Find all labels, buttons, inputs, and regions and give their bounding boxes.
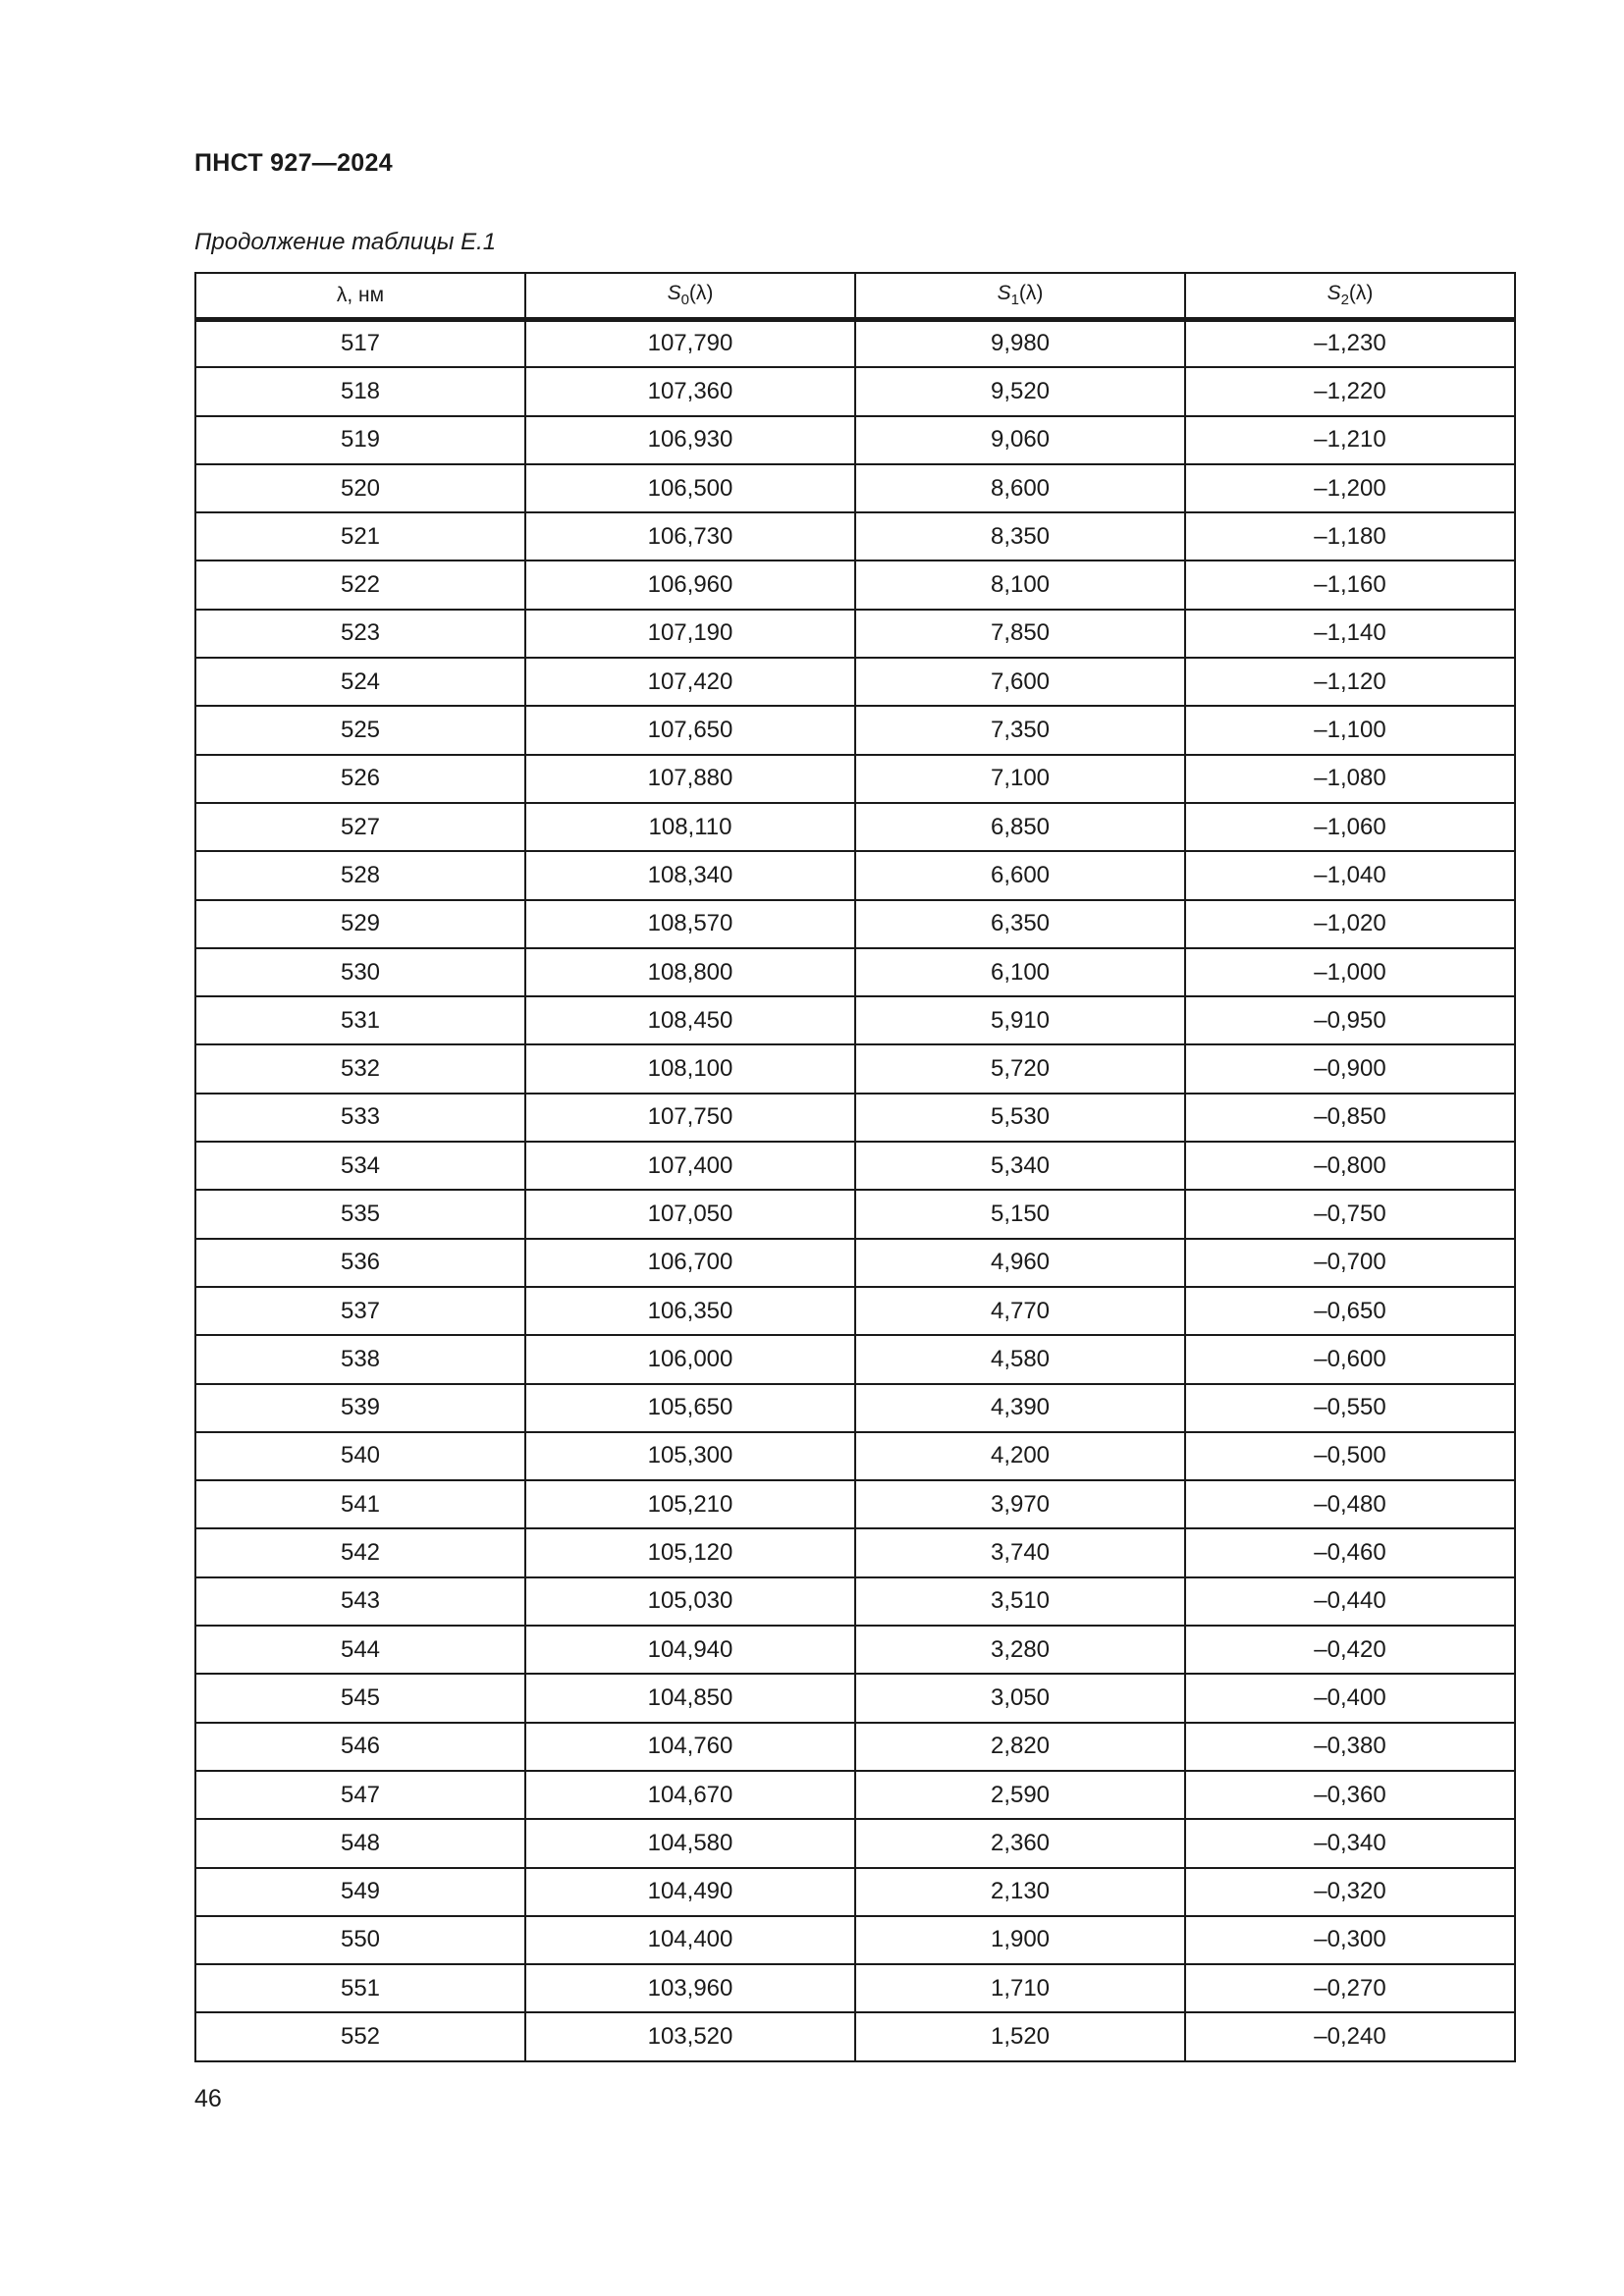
cell-s0: 105,650 bbox=[525, 1384, 855, 1432]
cell-wavelength: 541 bbox=[195, 1480, 525, 1528]
cell-wavelength: 540 bbox=[195, 1432, 525, 1480]
cell-wavelength: 536 bbox=[195, 1239, 525, 1287]
cell-s2: –0,240 bbox=[1185, 2012, 1515, 2060]
cell-wavelength: 544 bbox=[195, 1626, 525, 1674]
table-row bbox=[195, 1626, 1515, 1674]
cell-s1: 8,600 bbox=[855, 464, 1185, 512]
cell-s0: 104,940 bbox=[525, 1626, 855, 1674]
column-header-subscript: 1 bbox=[1010, 292, 1019, 309]
table-row bbox=[195, 803, 1515, 851]
cell-s1: 7,100 bbox=[855, 755, 1185, 803]
cell-s1: 4,770 bbox=[855, 1287, 1185, 1335]
table-row bbox=[195, 2012, 1515, 2060]
table-row bbox=[195, 1674, 1515, 1722]
cell-s0: 107,750 bbox=[525, 1094, 855, 1142]
cell-wavelength: 524 bbox=[195, 658, 525, 706]
cell-s1: 6,600 bbox=[855, 851, 1185, 899]
cell-s2: –0,270 bbox=[1185, 1964, 1515, 2012]
cell-wavelength: 537 bbox=[195, 1287, 525, 1335]
cell-s0: 105,300 bbox=[525, 1432, 855, 1480]
cell-s1: 1,710 bbox=[855, 1964, 1185, 2012]
column-header-s2 bbox=[1185, 273, 1515, 319]
cell-s2: –1,220 bbox=[1185, 367, 1515, 415]
cell-wavelength: 551 bbox=[195, 1964, 525, 2012]
cell-s0: 104,760 bbox=[525, 1723, 855, 1771]
cell-s2: –0,360 bbox=[1185, 1771, 1515, 1819]
table-row bbox=[195, 1287, 1515, 1335]
cell-s0: 104,400 bbox=[525, 1916, 855, 1964]
cell-wavelength: 547 bbox=[195, 1771, 525, 1819]
cell-s1: 9,980 bbox=[855, 319, 1185, 367]
table-row bbox=[195, 900, 1515, 948]
cell-s0: 107,880 bbox=[525, 755, 855, 803]
table-row bbox=[195, 1723, 1515, 1771]
cell-s0: 107,420 bbox=[525, 658, 855, 706]
cell-s2: –0,650 bbox=[1185, 1287, 1515, 1335]
cell-s2: –1,060 bbox=[1185, 803, 1515, 851]
table-row bbox=[195, 1480, 1515, 1528]
cell-s2: –1,230 bbox=[1185, 319, 1515, 367]
table-row bbox=[195, 464, 1515, 512]
cell-s1: 2,590 bbox=[855, 1771, 1185, 1819]
column-header-letter: S bbox=[667, 282, 681, 305]
cell-wavelength: 539 bbox=[195, 1384, 525, 1432]
cell-s0: 106,350 bbox=[525, 1287, 855, 1335]
cell-s2: –1,020 bbox=[1185, 900, 1515, 948]
table-row bbox=[195, 561, 1515, 609]
cell-s2: –0,550 bbox=[1185, 1384, 1515, 1432]
cell-s1: 7,600 bbox=[855, 658, 1185, 706]
cell-s0: 106,730 bbox=[525, 512, 855, 561]
cell-s0: 107,360 bbox=[525, 367, 855, 415]
cell-s0: 107,050 bbox=[525, 1190, 855, 1238]
cell-s2: –0,950 bbox=[1185, 996, 1515, 1044]
cell-s1: 4,200 bbox=[855, 1432, 1185, 1480]
cell-s0: 108,340 bbox=[525, 851, 855, 899]
cell-s1: 6,350 bbox=[855, 900, 1185, 948]
cell-s2: –0,900 bbox=[1185, 1044, 1515, 1093]
cell-s1: 5,910 bbox=[855, 996, 1185, 1044]
cell-s1: 4,580 bbox=[855, 1335, 1185, 1383]
cell-s1: 2,820 bbox=[855, 1723, 1185, 1771]
column-header-subscript: 0 bbox=[680, 292, 689, 309]
cell-wavelength: 535 bbox=[195, 1190, 525, 1238]
cell-s1: 5,150 bbox=[855, 1190, 1185, 1238]
table-row bbox=[195, 1142, 1515, 1190]
table-row bbox=[195, 996, 1515, 1044]
column-header-letter: S bbox=[997, 282, 1011, 305]
table-row bbox=[195, 1190, 1515, 1238]
cell-s0: 103,960 bbox=[525, 1964, 855, 2012]
table-row bbox=[195, 1044, 1515, 1093]
table-row bbox=[195, 851, 1515, 899]
column-header-letter: S bbox=[1326, 282, 1341, 305]
cell-wavelength: 530 bbox=[195, 948, 525, 996]
cell-s1: 4,390 bbox=[855, 1384, 1185, 1432]
column-header-s1 bbox=[855, 273, 1185, 319]
cell-s1: 7,350 bbox=[855, 706, 1185, 754]
table-row bbox=[195, 416, 1515, 464]
cell-wavelength: 548 bbox=[195, 1819, 525, 1867]
cell-s2: –1,040 bbox=[1185, 851, 1515, 899]
cell-s1: 3,280 bbox=[855, 1626, 1185, 1674]
column-header-argument: (λ) bbox=[1018, 282, 1044, 305]
cell-s0: 106,000 bbox=[525, 1335, 855, 1383]
cell-s2: –0,440 bbox=[1185, 1577, 1515, 1626]
cell-wavelength: 533 bbox=[195, 1094, 525, 1142]
table-row bbox=[195, 1868, 1515, 1916]
cell-wavelength: 529 bbox=[195, 900, 525, 948]
table-row bbox=[195, 1916, 1515, 1964]
cell-s2: –0,750 bbox=[1185, 1190, 1515, 1238]
cell-s0: 104,580 bbox=[525, 1819, 855, 1867]
cell-s2: –0,500 bbox=[1185, 1432, 1515, 1480]
cell-s2: –1,100 bbox=[1185, 706, 1515, 754]
cell-wavelength: 546 bbox=[195, 1723, 525, 1771]
cell-s1: 3,050 bbox=[855, 1674, 1185, 1722]
cell-s1: 2,130 bbox=[855, 1868, 1185, 1916]
table-row bbox=[195, 1771, 1515, 1819]
table-row bbox=[195, 1819, 1515, 1867]
cell-s2: –0,700 bbox=[1185, 1239, 1515, 1287]
cell-s0: 106,500 bbox=[525, 464, 855, 512]
table-row bbox=[195, 658, 1515, 706]
table-row bbox=[195, 512, 1515, 561]
cell-s1: 9,520 bbox=[855, 367, 1185, 415]
cell-wavelength: 523 bbox=[195, 610, 525, 658]
document-code: ПНСТ 927—2024 bbox=[194, 149, 393, 177]
cell-s0: 104,670 bbox=[525, 1771, 855, 1819]
table-row bbox=[195, 319, 1515, 367]
cell-s1: 4,960 bbox=[855, 1239, 1185, 1287]
table-header-row bbox=[195, 273, 1515, 319]
table-row bbox=[195, 1528, 1515, 1576]
cell-s0: 107,190 bbox=[525, 610, 855, 658]
cell-wavelength: 521 bbox=[195, 512, 525, 561]
cell-s1: 6,850 bbox=[855, 803, 1185, 851]
cell-s1: 1,520 bbox=[855, 2012, 1185, 2060]
cell-s0: 108,450 bbox=[525, 996, 855, 1044]
cell-s0: 108,110 bbox=[525, 803, 855, 851]
cell-s1: 8,350 bbox=[855, 512, 1185, 561]
cell-wavelength: 526 bbox=[195, 755, 525, 803]
cell-wavelength: 538 bbox=[195, 1335, 525, 1383]
cell-wavelength: 542 bbox=[195, 1528, 525, 1576]
cell-s1: 1,900 bbox=[855, 1916, 1185, 1964]
cell-wavelength: 527 bbox=[195, 803, 525, 851]
cell-s0: 105,120 bbox=[525, 1528, 855, 1576]
page-number: 46 bbox=[194, 2085, 222, 2112]
cell-wavelength: 518 bbox=[195, 367, 525, 415]
cell-s2: –1,180 bbox=[1185, 512, 1515, 561]
cell-wavelength: 543 bbox=[195, 1577, 525, 1626]
cell-s0: 103,520 bbox=[525, 2012, 855, 2060]
table-row bbox=[195, 706, 1515, 754]
table-body bbox=[195, 319, 1515, 2061]
column-header-argument: (λ) bbox=[688, 282, 714, 305]
cell-s2: –0,320 bbox=[1185, 1868, 1515, 1916]
cell-s2: –1,140 bbox=[1185, 610, 1515, 658]
cell-s0: 105,030 bbox=[525, 1577, 855, 1626]
cell-s0: 107,790 bbox=[525, 319, 855, 367]
cell-s1: 5,530 bbox=[855, 1094, 1185, 1142]
cell-s0: 107,400 bbox=[525, 1142, 855, 1190]
cell-s2: –1,080 bbox=[1185, 755, 1515, 803]
cell-s0: 104,490 bbox=[525, 1868, 855, 1916]
cell-s1: 7,850 bbox=[855, 610, 1185, 658]
table-row bbox=[195, 1335, 1515, 1383]
cell-s0: 108,100 bbox=[525, 1044, 855, 1093]
cell-wavelength: 520 bbox=[195, 464, 525, 512]
cell-s1: 3,740 bbox=[855, 1528, 1185, 1576]
cell-s2: –0,300 bbox=[1185, 1916, 1515, 1964]
cell-s1: 9,060 bbox=[855, 416, 1185, 464]
cell-s2: –0,380 bbox=[1185, 1723, 1515, 1771]
cell-s2: –0,340 bbox=[1185, 1819, 1515, 1867]
cell-wavelength: 528 bbox=[195, 851, 525, 899]
column-header-s0 bbox=[525, 273, 855, 319]
cell-s1: 5,720 bbox=[855, 1044, 1185, 1093]
cell-wavelength: 525 bbox=[195, 706, 525, 754]
cell-wavelength: 519 bbox=[195, 416, 525, 464]
cell-s1: 5,340 bbox=[855, 1142, 1185, 1190]
table-row bbox=[195, 1239, 1515, 1287]
cell-s2: –1,160 bbox=[1185, 561, 1515, 609]
cell-wavelength: 550 bbox=[195, 1916, 525, 1964]
column-header-subscript: 2 bbox=[1340, 292, 1349, 309]
table-row bbox=[195, 948, 1515, 996]
cell-s1: 3,510 bbox=[855, 1577, 1185, 1626]
cell-s2: –0,850 bbox=[1185, 1094, 1515, 1142]
cell-s2: –1,120 bbox=[1185, 658, 1515, 706]
cell-wavelength: 517 bbox=[195, 319, 525, 367]
cell-s1: 8,100 bbox=[855, 561, 1185, 609]
cell-s2: –0,420 bbox=[1185, 1626, 1515, 1674]
cell-s0: 106,930 bbox=[525, 416, 855, 464]
cell-wavelength: 549 bbox=[195, 1868, 525, 1916]
cell-s0: 108,570 bbox=[525, 900, 855, 948]
table-row bbox=[195, 1964, 1515, 2012]
cell-wavelength: 534 bbox=[195, 1142, 525, 1190]
table-row bbox=[195, 367, 1515, 415]
column-header-wavelength bbox=[195, 273, 525, 319]
table-row bbox=[195, 1577, 1515, 1626]
cell-s0: 104,850 bbox=[525, 1674, 855, 1722]
cell-s0: 108,800 bbox=[525, 948, 855, 996]
cell-wavelength: 532 bbox=[195, 1044, 525, 1093]
cell-wavelength: 552 bbox=[195, 2012, 525, 2060]
column-header-argument: (λ) bbox=[1348, 282, 1374, 305]
table-row bbox=[195, 1384, 1515, 1432]
cell-s1: 2,360 bbox=[855, 1819, 1185, 1867]
cell-s2: –0,480 bbox=[1185, 1480, 1515, 1528]
cell-wavelength: 522 bbox=[195, 561, 525, 609]
cell-s0: 106,960 bbox=[525, 561, 855, 609]
column-header-label: λ, нм bbox=[336, 283, 385, 306]
cell-s1: 3,970 bbox=[855, 1480, 1185, 1528]
table-row bbox=[195, 755, 1515, 803]
cell-s2: –0,400 bbox=[1185, 1674, 1515, 1722]
cell-s0: 106,700 bbox=[525, 1239, 855, 1287]
spectral-data-table bbox=[194, 272, 1516, 2062]
cell-s2: –1,000 bbox=[1185, 948, 1515, 996]
cell-s2: –0,460 bbox=[1185, 1528, 1515, 1576]
cell-s2: –1,210 bbox=[1185, 416, 1515, 464]
cell-s2: –0,600 bbox=[1185, 1335, 1515, 1383]
table-row bbox=[195, 1094, 1515, 1142]
cell-s2: –1,200 bbox=[1185, 464, 1515, 512]
cell-wavelength: 531 bbox=[195, 996, 525, 1044]
table-row bbox=[195, 1432, 1515, 1480]
table-row bbox=[195, 610, 1515, 658]
table-caption: Продолжение таблицы Е.1 bbox=[194, 229, 497, 255]
cell-wavelength: 545 bbox=[195, 1674, 525, 1722]
cell-s0: 107,650 bbox=[525, 706, 855, 754]
cell-s2: –0,800 bbox=[1185, 1142, 1515, 1190]
cell-s0: 105,210 bbox=[525, 1480, 855, 1528]
cell-s1: 6,100 bbox=[855, 948, 1185, 996]
